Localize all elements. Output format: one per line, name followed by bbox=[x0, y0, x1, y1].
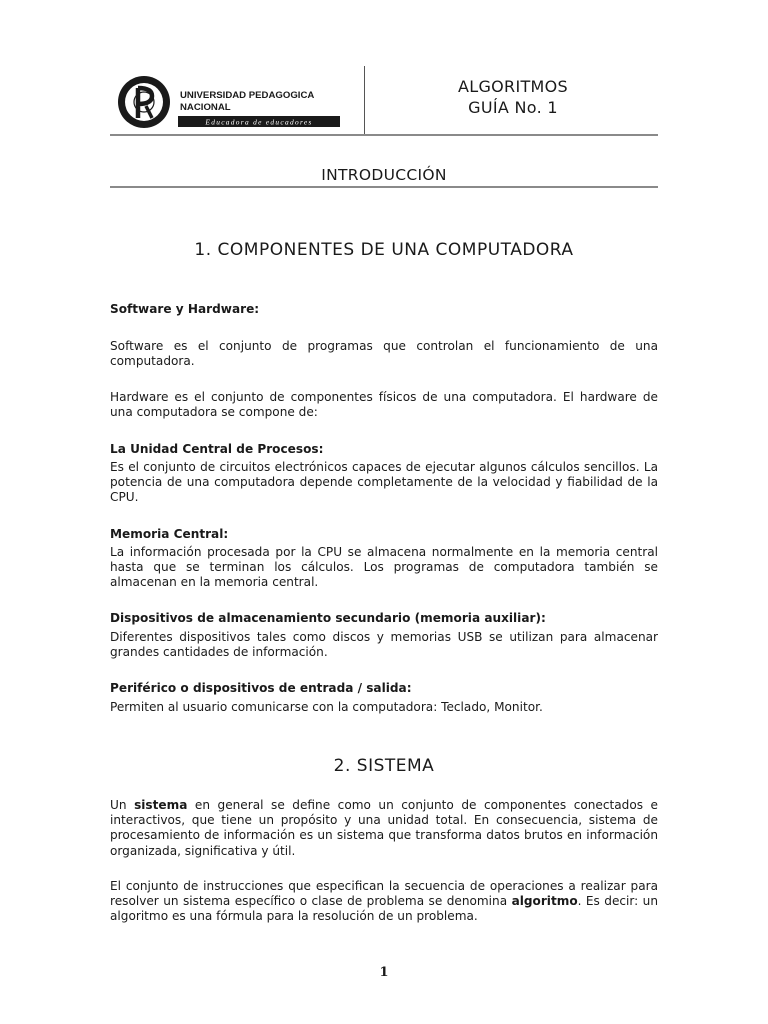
header-rule bbox=[110, 134, 658, 136]
document-title bbox=[366, 76, 660, 118]
title-line-1: ALGORITMOS bbox=[457, 77, 568, 96]
memory-text: La información procesada por la CPU se almacena normalmente en la memoria central hasta que se terminan los cálculos. Los programas de computadora también se almacenan en la memoria central. bbox=[110, 545, 658, 590]
intro-heading: INTRODUCCIÓN bbox=[321, 166, 447, 184]
storage-text: Diferentes dispositivos tales como discos y memorias USB se utilizan para almacenar grandes cantidades de información. bbox=[110, 630, 658, 660]
section-1-heading: 1. COMPONENTES DE UNA COMPUTADORA bbox=[194, 240, 574, 260]
algoritmo-paragraph bbox=[110, 879, 658, 925]
page-number: 1 bbox=[379, 965, 389, 980]
logo-tagline: Educadora de educadores bbox=[205, 117, 313, 127]
sistema-paragraph bbox=[110, 798, 658, 859]
logo-line2: NACIONAL bbox=[180, 102, 231, 113]
sistema-term: sistema bbox=[134, 798, 188, 812]
university-logo bbox=[112, 74, 362, 130]
sistema-post: en general se define como un conjunto de componentes conectados e interactivos, que tiene un propósito y una unidad total. En consecuencia, sistema de procesamiento de información es un sistema que transforma datos brutos en información organizada, significativa y útil. bbox=[110, 798, 658, 858]
cpu-title: La Unidad Central de Procesos: bbox=[110, 442, 324, 456]
software-hardware-subheading: Software y Hardware: bbox=[110, 302, 260, 316]
cpu-text: Es el conjunto de circuitos electrónicos capaces de ejecutar algunos cálculos sencillos. La potencia de una computadora depende completamente de la velocidad y fiabilidad de la CPU. bbox=[110, 460, 658, 505]
memory-title: Memoria Central: bbox=[110, 527, 229, 541]
header-divider bbox=[364, 66, 365, 134]
section-2-heading: 2. SISTEMA bbox=[333, 756, 435, 776]
intro-rule bbox=[110, 186, 658, 188]
document-header bbox=[110, 66, 658, 136]
sistema-pre: Un bbox=[110, 798, 135, 812]
title-line-2: GUÍA No. 1 bbox=[468, 98, 558, 117]
algoritmo-pre: El conjunto de instrucciones que especifican la secuencia de operaciones a realizar para resolver un sistema específico o clase de problema se denomina bbox=[110, 879, 658, 909]
storage-title: Dispositivos de almacenamiento secundario (memoria auxiliar): bbox=[110, 611, 546, 625]
logo-line1: UNIVERSIDAD PEDAGOGICA bbox=[180, 90, 315, 101]
hardware-paragraph: Hardware es el conjunto de componentes físicos de una computadora. El hardware de una computadora se compone de: bbox=[110, 390, 658, 420]
algoritmo-post: . Es decir: un algoritmo es una fórmula para la resolución de un problema. bbox=[110, 894, 659, 924]
software-paragraph: Software es el conjunto de programas que controlan el funcionamiento de una computadora. bbox=[110, 339, 658, 369]
io-title: Periférico o dispositivos de entrada / salida: bbox=[110, 681, 412, 695]
io-text: Permiten al usuario comunicarse con la computadora: Teclado, Monitor. bbox=[110, 700, 543, 714]
algoritmo-term: algoritmo bbox=[511, 894, 578, 909]
